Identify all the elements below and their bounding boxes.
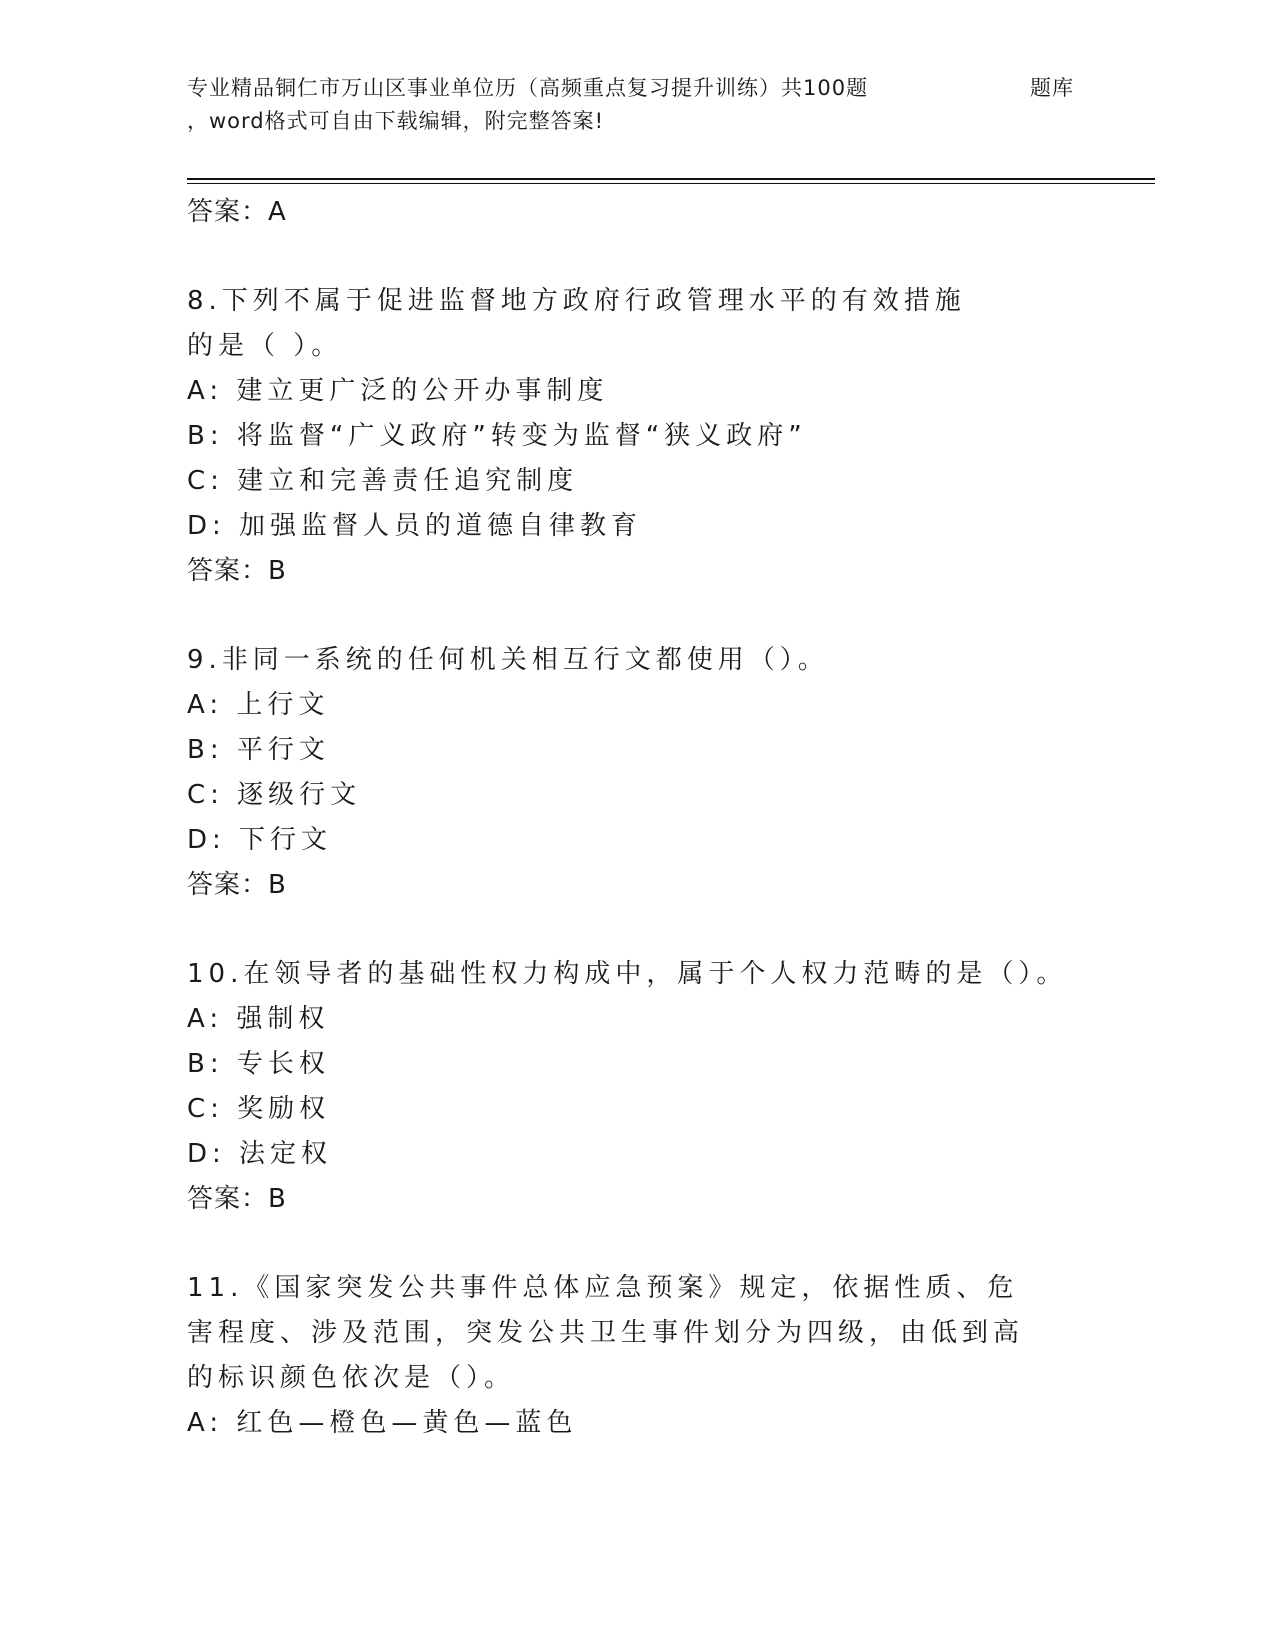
answer: 答案：A [187,197,287,227]
header-title-line2: ，word格式可自由下载编辑，附完整答案! [187,109,605,133]
answer: 答案：B [187,556,287,586]
answer: 答案：B [187,870,287,900]
option: A: 强制权 [187,1004,330,1034]
option: D: 下行文 [187,825,333,855]
header-label-right: 题库 [1030,76,1074,100]
question-block [187,279,1087,593]
question-block [187,638,1087,907]
question-text: 8.下列不属于促进监督地方政府行政管理水平的有效措施的是（ ）。 [187,286,966,361]
option: D: 法定权 [187,1139,333,1169]
option: A: 上行文 [187,690,330,720]
header-rule-thick [187,178,1155,180]
option: A: 建立更广泛的公开办事制度 [187,376,609,406]
question-text: 11.《国家突发公共事件总体应急预案》规定，依据性质、危害程度、涉及范围，突发公共卫生事件划分为四级，由低到高的标识颜色依次是（）。 [187,1273,1025,1393]
option: A: 红色—橙色—黄色—蓝色 [187,1408,578,1438]
option: C: 奖励权 [187,1094,331,1124]
question-block [187,1266,1087,1446]
header-rule-thin [187,183,1155,184]
answer: 答案：B [187,1184,287,1214]
option: D: 加强监督人员的道德自律教育 [187,511,643,541]
option: B: 专长权 [187,1049,330,1079]
question-text: 10.在领导者的基础性权力构成中，属于个人权力范畴的是（）。 [187,959,1068,989]
document-body [187,190,1087,1446]
question-text: 9.非同一系统的任何机关相互行文都使用（）。 [187,645,829,675]
question-block [187,952,1087,1221]
option: B: 平行文 [187,735,330,765]
option: C: 建立和完善责任追究制度 [187,466,579,496]
header-title-line1: 专业精品铜仁市万山区事业单位历（高频重点复习提升训练）共100题 [187,76,869,100]
page-header [187,72,1087,138]
option: B: 将监督“广义政府”转变为监督“狭义政府” [187,421,807,451]
option: C: 逐级行文 [187,780,362,810]
